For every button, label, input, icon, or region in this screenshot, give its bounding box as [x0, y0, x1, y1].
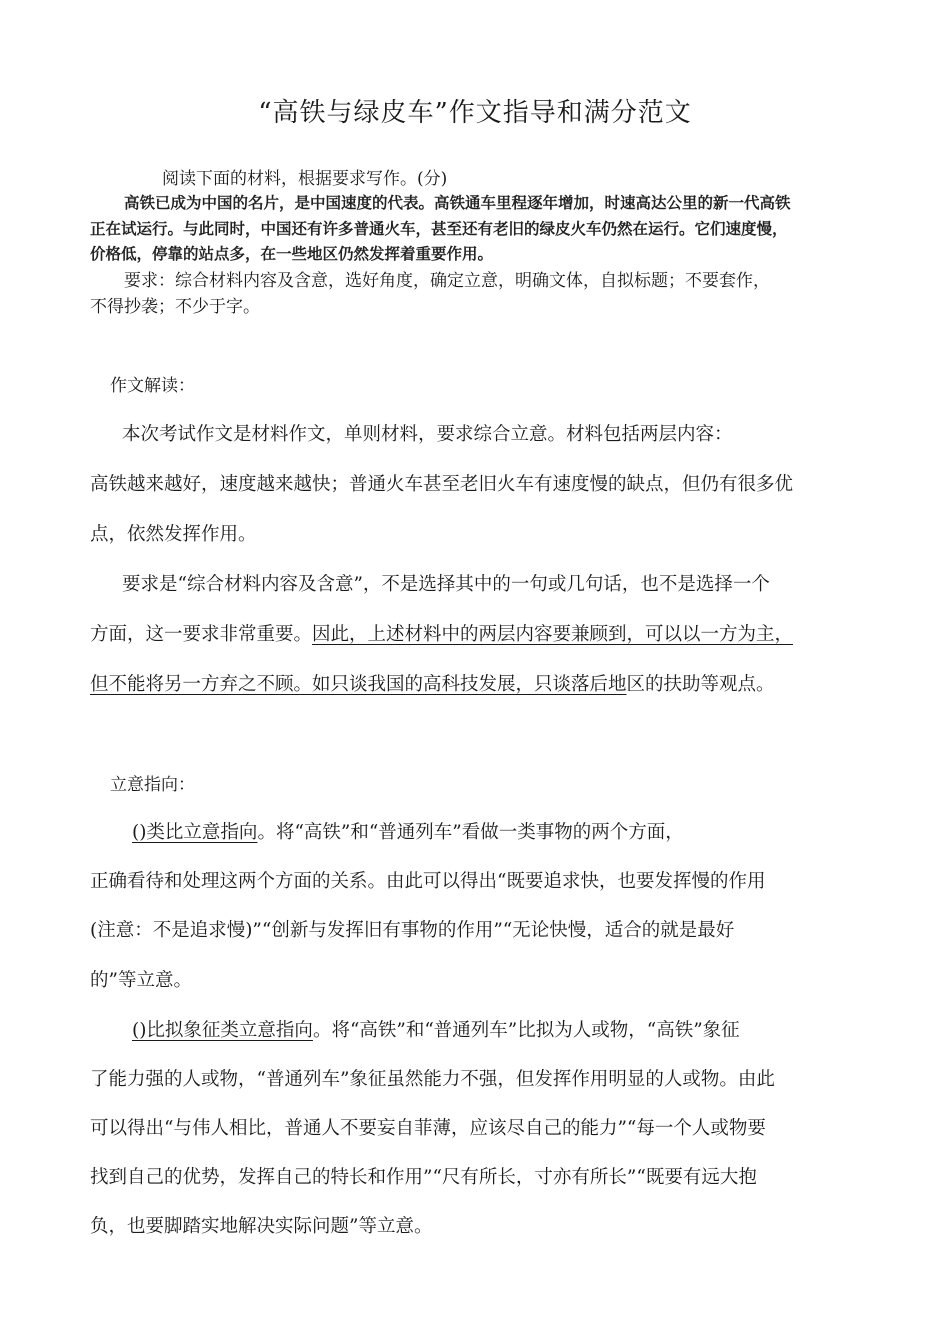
direction-b-line-2: 了能力强的人或物，“普通列车”象征虽然能力不强，但发挥作用明显的人或物。由此	[90, 1069, 775, 1090]
direction-b-line-3: 可以得出“与伟人相比，普通人不要妄自菲薄，应该尽自己的能力”“每一个人或物要	[90, 1118, 766, 1139]
material-line-3: 价格低，停靠的站点多，在一些地区仍然发挥着重要作用。	[90, 245, 494, 263]
direction-heading: 立意指向：	[110, 775, 195, 795]
direction-b-text: 。将“高铁”和“普通列车”比拟为人或物，“高铁”象征	[312, 1020, 740, 1041]
direction-a-line-3: (注意：不是追求慢)”“创新与发挥旧有事物的作用”“无论快慢，适合的就是最好	[90, 920, 735, 941]
material-line-1: 高铁已成为中国的名片，是中国速度的代表。高铁通车里程逐年增加，时速高达公里的新一代高铁	[124, 194, 791, 212]
direction-b-line-4: 找到自己的优势，发挥自己的特长和作用”“尺有所长，寸亦有所长”“既要有远大抱	[90, 1167, 757, 1188]
direction-a-text: 。将“高铁”和“普通列车”看做一类事物的两个方面，	[257, 822, 684, 843]
analysis-p2-line-3	[90, 670, 775, 696]
analysis-p2-line-1: 要求是“综合材料内容及含意”，不是选择其中的一句或几句话，也不是选择一个	[122, 574, 770, 595]
requirement-line-1: 要求：综合材料内容及含意，选好角度，确定立意，明确文体，自拟标题；不要套作，	[124, 271, 770, 291]
requirement-line-2: 不得抄袭；不少于字。	[90, 297, 260, 317]
page-title: “高铁与绿皮车”作文指导和满分范文	[258, 98, 692, 128]
analysis-p2-plain-2: 区的扶助等观点。	[626, 674, 775, 695]
direction-b-line-5: 负，也要脚踏实地解决实际问题”等立意。	[90, 1216, 433, 1237]
analysis-p1-line-2: 高铁越来越好，速度越来越快；普通火车甚至老旧火车有速度慢的缺点，但仍有很多优	[90, 474, 794, 495]
direction-a-line-2: 正确看待和处理这两个方面的关系。由此可以得出“既要追求快，也要发挥慢的作用	[90, 871, 766, 892]
analysis-p2-underlined: 因此，上述材料中的两层内容要兼顾到，可以以一方为主，	[312, 624, 794, 645]
direction-b-line-1	[132, 1016, 740, 1042]
analysis-p2-line-2	[90, 620, 793, 646]
direction-a-label: ()类比立意指向	[132, 822, 258, 843]
direction-a-line-4: 的”等立意。	[90, 970, 192, 991]
direction-a-line-1	[132, 818, 684, 844]
analysis-p2-plain: 方面，这一要求非常重要。	[90, 624, 313, 645]
direction-b-label: ()比拟象征类立意指向	[132, 1020, 313, 1041]
analysis-heading: 作文解读：	[110, 376, 195, 396]
material-line-2: 正在试运行。与此同时，中国还有许多普通火车，甚至还有老旧的绿皮火车仍然在运行。它们速度慢，	[90, 220, 788, 238]
analysis-p2-underlined-2: 但不能将另一方弃之不顾。如只谈我国的高科技发展，只谈落后地	[90, 674, 627, 695]
analysis-p1-line-3: 点，依然发挥作用。	[90, 524, 257, 545]
prompt-instruction: 阅读下面的材料，根据要求写作。(分)	[162, 169, 448, 189]
analysis-p1-line-1: 本次考试作文是材料作文，单则材料，要求综合立意。材料包括两层内容：	[122, 424, 733, 445]
